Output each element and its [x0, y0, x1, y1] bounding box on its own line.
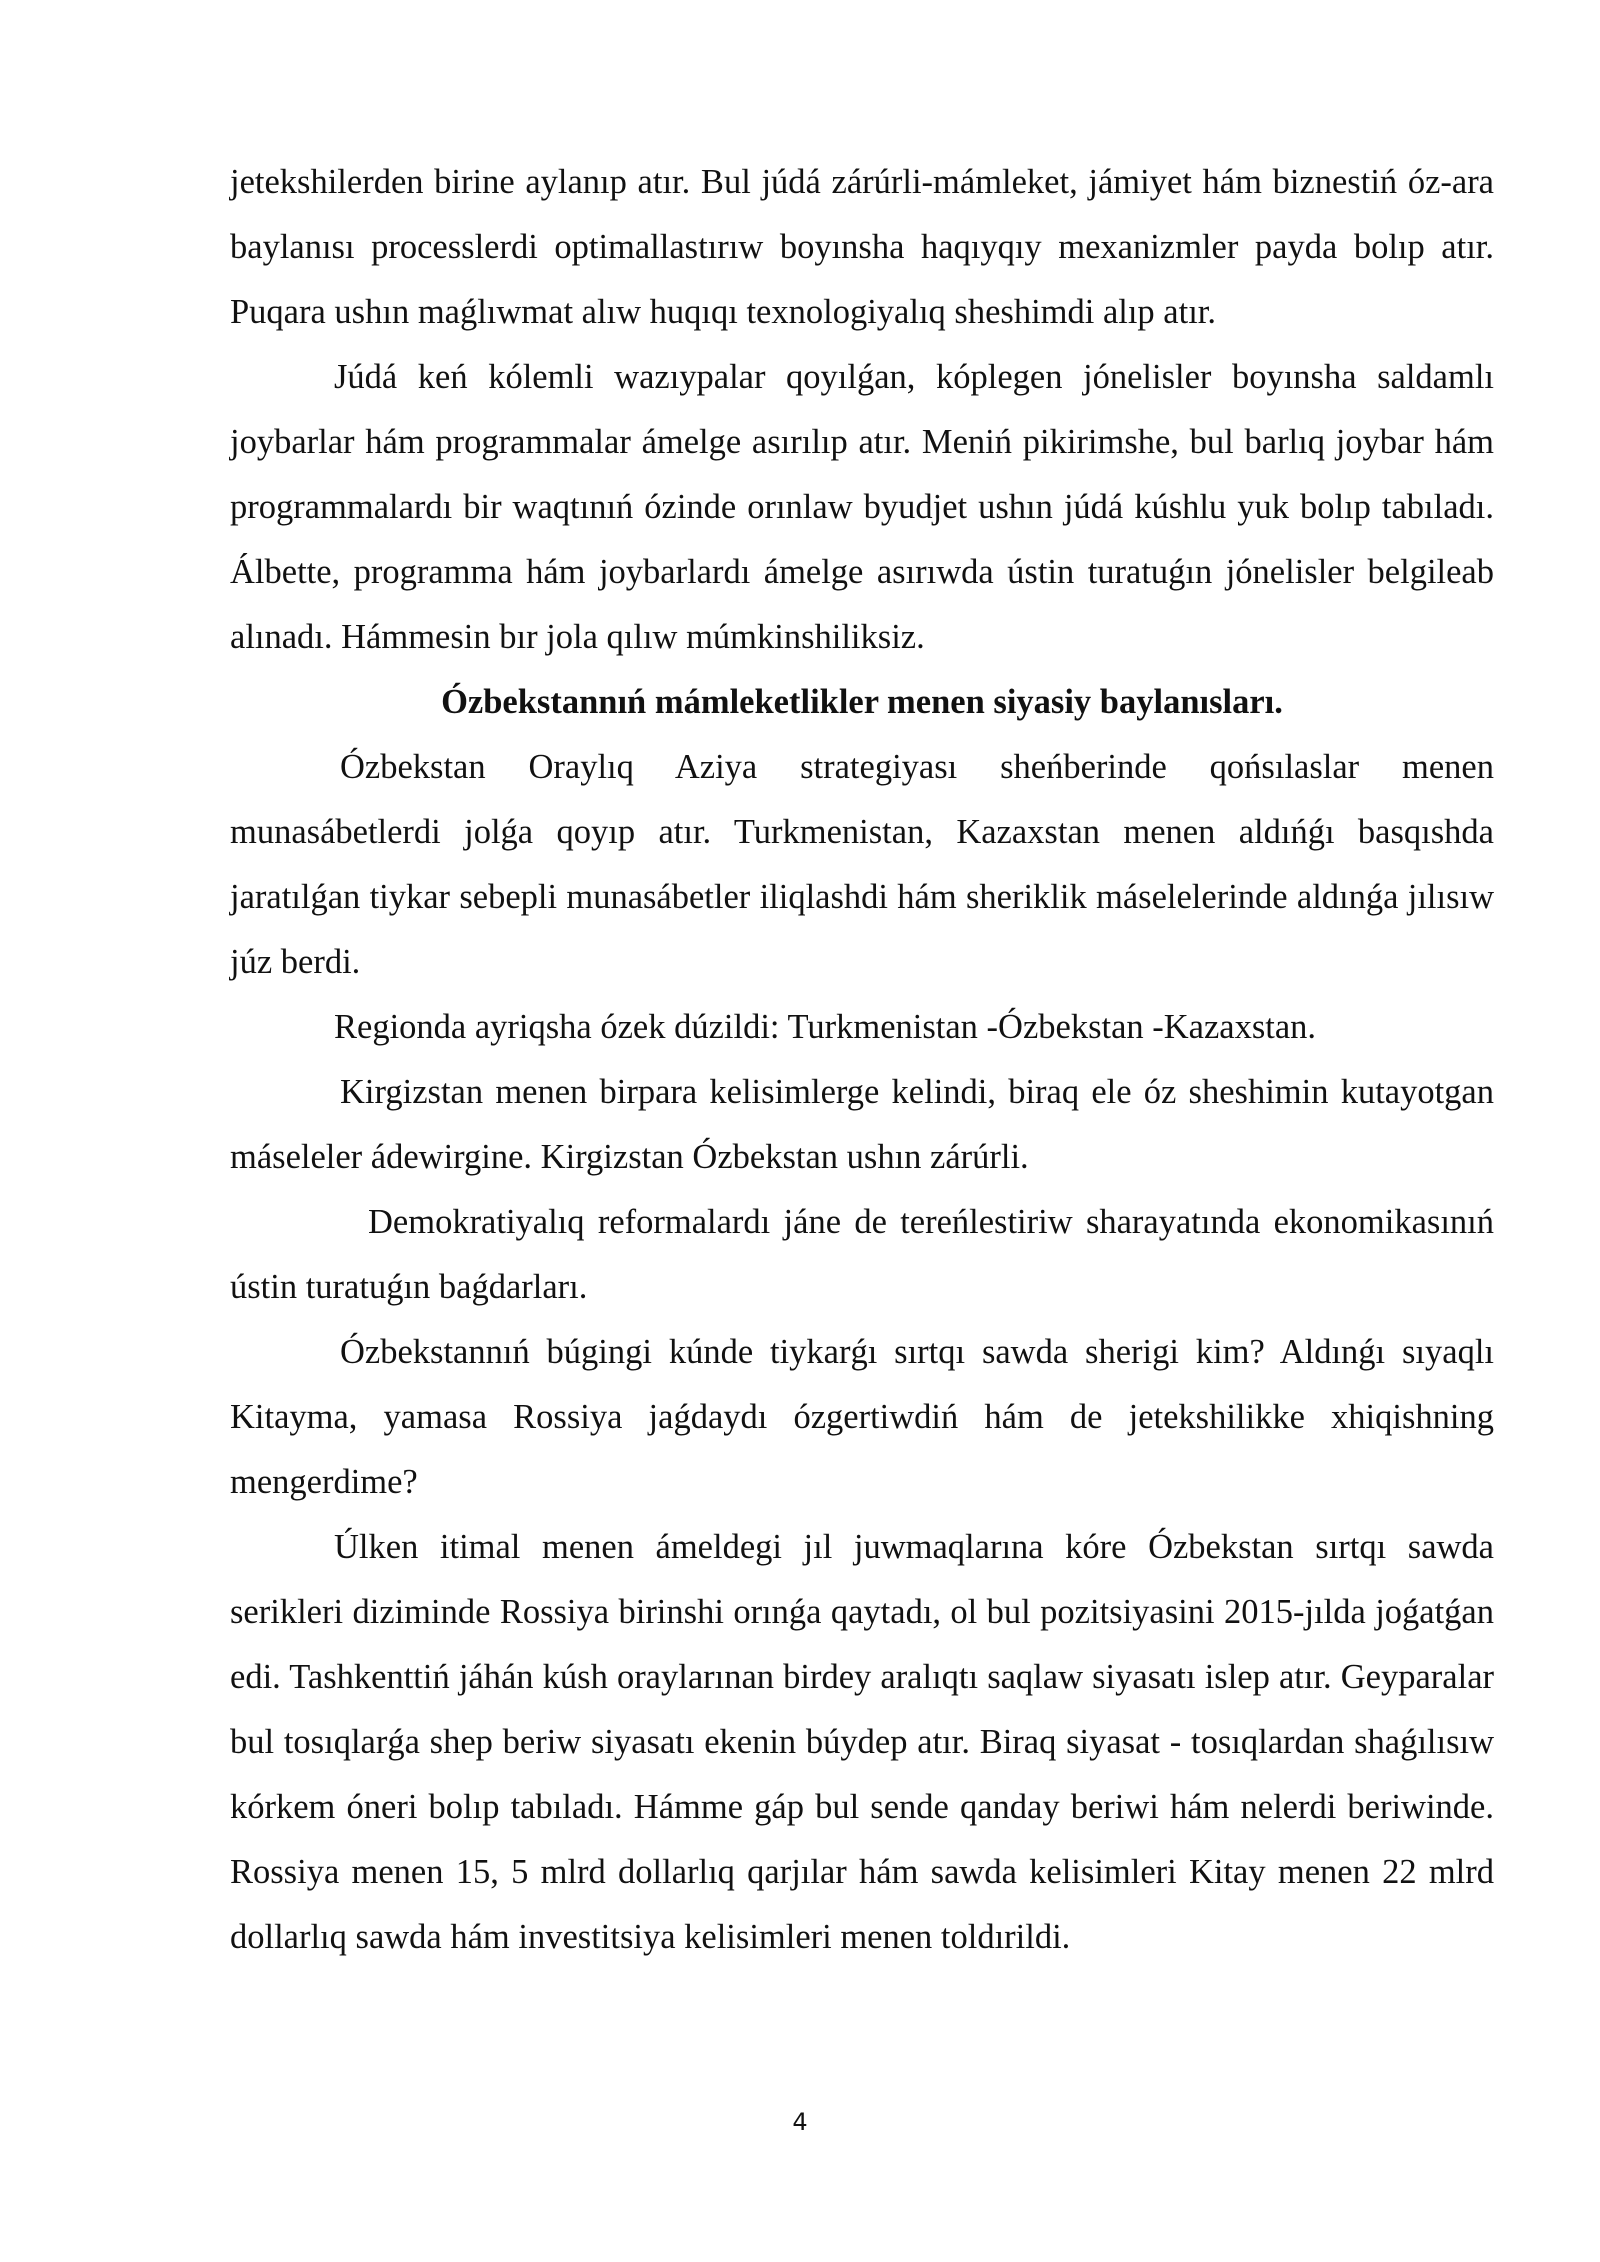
page-number: 4	[792, 2108, 808, 2136]
paragraph-tasks: Júdá keń kólemli wazıypalar qoyılǵan, kóplegen jónelisler boyınsha saldamlı joybarlar hám programmalar ámelge asırılıp atır. Meniń pikirimshe, bul barlıq joybar hám programmalardı bir waqtınıń ózinde orınlaw byudjet ushın júdá kúshlu yuk bolıp tabıladı. Álbette, programma hám joybarlardı ámelge asırıwda ústin turatuǵın jónelisler belgileab alınadı. Hámmesin bır jola qılıw múmkinshiliksiz.	[230, 358, 1494, 656]
paragraph-trade-partner: Ózbekstannıń búgingi kúnde tiykarǵı sırtqı sawda sherigi kim? Aldınǵı sıyaqlı Kitayma, yamasa Rossiya jaǵdaydı ózgertiwdiń hám de jetekshilikke xhiqishning mengerdime?	[230, 1333, 1494, 1501]
paragraph-kyrgyzstan: Kirgizstan menen birpara kelisimlerge kelindi, biraq ele óz sheshimin kutayotgan máseleler ádewirgine. Kirgizstan Ózbekstan ushın zárúrli.	[230, 1073, 1494, 1176]
paragraph-region: Regionda ayriqsha ózek dúzildi: Turkmenistan -Ózbekstan -Kazaxstan.	[334, 1008, 1317, 1046]
paragraph-central-asia: Ózbekstan Oraylıq Aziya strategiyası sheńberinde qońsılaslar menen munasábetlerdi jolǵa qoyıp atır. Turkmenistan, Kazaxstan menen aldıńǵı basqıshda jaratılǵan tiykar sebepli munasábetler iliqlashdi hám sheriklik máselelerinde aldınǵa jılısıw júz berdi.	[230, 748, 1494, 981]
paragraph-continuation: jetekshilerden birine aylanıp atır. Bul júdá zárúrli-mámleket, jámiyet hám biznestiń óz-ara baylanısı processlerdi optimallastırıw boyınsha haqıyqıy mexanizmler payda bolıp atır. Puqara ushın maǵlıwmat alıw huqıqı texnologiyalıq sheshimdi alıp atır.	[230, 163, 1494, 331]
section-heading: Ózbekstannıń mámleketlikler menen siyasiy baylanısları.	[441, 683, 1283, 721]
paragraph-reforms: Demokratiyalıq reformalardı jáne de tereńlestiriw sharayatında ekonomikasınıń ústin turatuǵın baǵdarları.	[230, 1203, 1494, 1306]
paragraph-russia-trade: Úlken itimal menen ámeldegi jıl juwmaqlarına kóre Ózbekstan sırtqı sawda serikleri diziminde Rossiya birinshi orınǵa qaytadı, ol bul pozitsiyasini 2015-jılda joǵatǵan edi. Tashkenttiń jáhán kúsh oraylarınan birdey aralıqtı saqlaw siyasatı islep atır. Geyparalar bul tosıqlarǵa shep beriw siyasatı ekenin búydep atır. Biraq siyasat - tosıqlardan shaǵılısıw kórkem óneri bolıp tabıladı. Hámme gáp bul sende qanday beriwi hám nelerdi beriwinde. Rossiya menen 15, 5 mlrd dollarlıq qarjılar hám sawda kelisimleri Kitay menen 22 mlrd dollarlıq sawda hám investitsiya kelisimleri menen toldırildi.	[230, 1528, 1494, 1956]
page-body	[230, 150, 1494, 1970]
